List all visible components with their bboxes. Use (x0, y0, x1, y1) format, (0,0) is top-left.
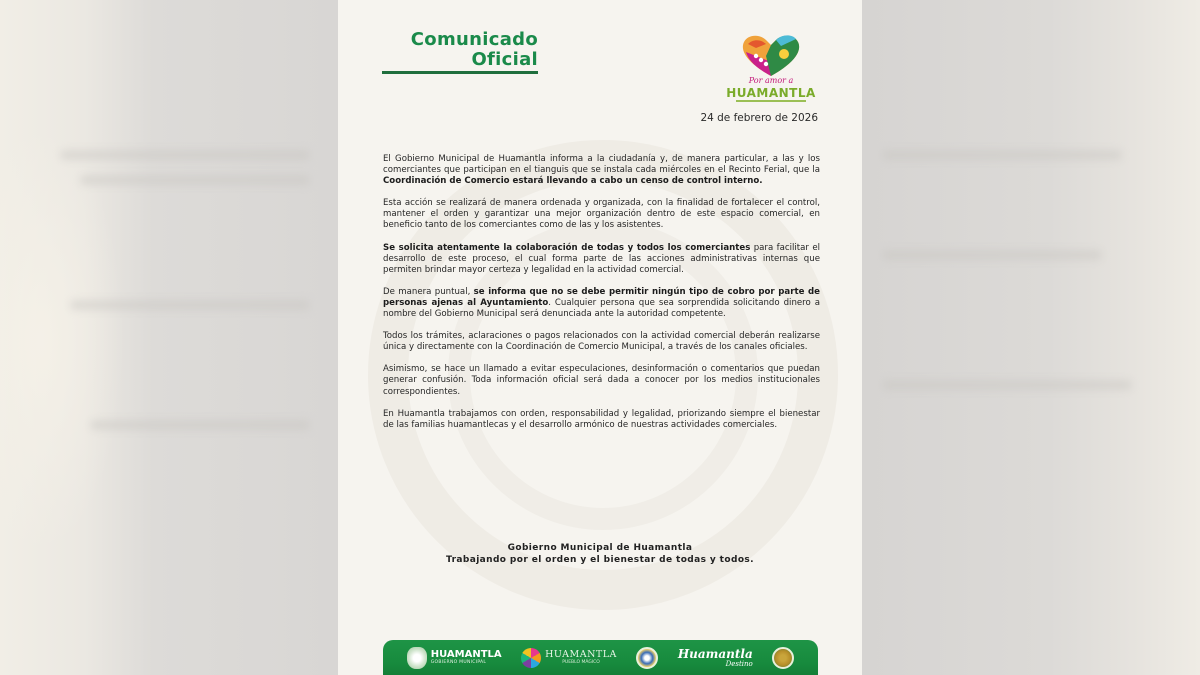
paragraph-text: En Huamantla trabajamos con orden, responsabilidad y legalidad, priorizando siempre el bienestar de las familias huamantlecas y el desarrollo armónico de nuestras actividades comerciales. (383, 408, 820, 430)
blurred-background-right (862, 0, 1200, 675)
logo-tagline: Por amor a (748, 76, 794, 85)
document-date: 24 de febrero de 2026 (700, 112, 818, 124)
signature-block (398, 542, 802, 566)
logo-subline (736, 100, 806, 102)
paragraph-bold-text: Coordinación de Comercio estará llevando a cabo un censo de control interno. (383, 176, 763, 187)
footer-logo-main: HUAMANTLA (430, 649, 502, 660)
paragraph-text: . Cualquier persona que sea sorprendida solicitando dinero a nombre del Gobierno Municipal será denunciada ante la autoridad competente. (383, 297, 821, 320)
pinwheel-icon (521, 648, 541, 668)
signature-line-2: Trabajando por el orden y el bienestar de todas y todos. (446, 555, 754, 565)
footer-logo-sub: PUEBLO MÁGICO (562, 660, 600, 665)
state-seal-icon (772, 647, 794, 669)
blurred-background-left (0, 0, 338, 675)
paragraph-bold-text: Se solicita atentamente la colaboración de todas y todos los comerciantes (383, 242, 751, 253)
paragraph-text: Esta acción se realizará de manera ordenada y organizada, con la finalidad de fortalecer el control, mantener el orden y garantizar una mejor organización dentro de este espacio comercial, en beneficio tanto de los comerciantes como de las y los asistentes. (383, 198, 820, 231)
title-line-1: Comunicado (410, 29, 538, 50)
paragraph-4 (383, 287, 820, 320)
paragraph-text: Asimismo, se hace un llamado a evitar especulaciones, desinformación o comentarios que puedan generar confusión. Toda información oficial será dada a conocer por los medios institucionales correspondientes. (383, 364, 820, 397)
document-body (383, 154, 820, 442)
paragraph-6 (383, 364, 820, 397)
paragraph-text: El Gobierno Municipal de Huamantla informa a la ciudadanía y, de manera particular, a las y los comerciantes que participan en el tianguis que se instala cada miércoles en el Recinto Ferial, que la (383, 154, 820, 176)
document-title (382, 30, 538, 74)
footer-logo-gobierno-municipal (407, 647, 502, 669)
paragraph-text: para facilitar el desarrollo de este proceso, el cual forma parte de las acciones administrativas internas que permiten brindar mayor certeza y legalidad en la actividad comercial. (383, 242, 820, 275)
footer-logo-main: HUAMANTLA (545, 649, 617, 660)
municipal-seal-icon (636, 647, 658, 669)
paragraph-5 (383, 331, 820, 353)
footer-logo-sub: Destino (725, 660, 753, 668)
paragraph-2 (383, 198, 820, 231)
paragraph-text: Todos los trámites, aclaraciones o pagos relacionados con la actividad comercial deberán realizarse única y directamente con la Coordinación de Comercio Municipal, a través de los canales oficiales. (383, 331, 820, 353)
coat-of-arms-icon (407, 647, 427, 669)
title-underline (382, 71, 538, 74)
title-line-2: Oficial (471, 49, 538, 70)
heart-logo-icon (726, 32, 816, 78)
por-amor-a-huamantla-logo (726, 32, 816, 112)
footer-logo-pueblo-magico (521, 648, 617, 668)
paragraph-bold-text: se informa que no se debe permitir ningún tipo de cobro por parte de personas ajenas al Ayuntamiento (383, 286, 820, 308)
footer-logo-destino (678, 648, 753, 668)
paragraph-text: De manera puntual, (383, 286, 474, 297)
footer-logo-sub: GOBIERNO MUNICIPAL (430, 660, 487, 665)
signature-line-1: Gobierno Municipal de Huamantla (507, 543, 693, 553)
logo-name: HUAMANTLA (726, 86, 816, 100)
paragraph-1 (383, 154, 820, 187)
paragraph-3 (383, 243, 820, 276)
footer-logo-band (383, 640, 818, 675)
paragraph-7 (383, 409, 820, 431)
document-page (338, 0, 862, 675)
footer-logo-main: Huamantla (677, 647, 753, 661)
